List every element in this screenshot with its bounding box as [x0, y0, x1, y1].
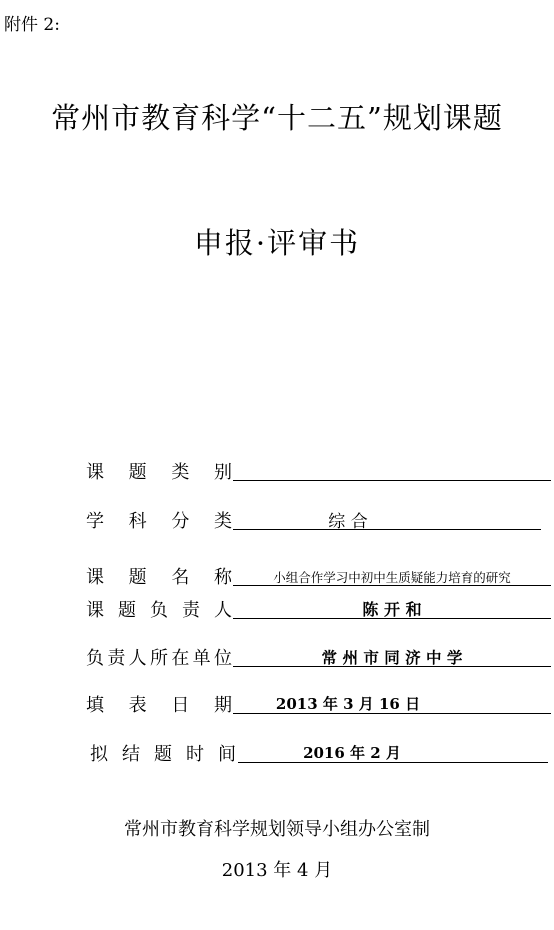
field-fill-date — [0, 691, 554, 721]
field-label: 课 题 负 责 人 — [86, 600, 232, 621]
field-label: 填 表 日 期 — [86, 695, 232, 716]
field-label: 课 题 名 称 — [86, 567, 232, 588]
underline — [238, 762, 548, 763]
field-value: 综 合 — [328, 512, 368, 532]
field-topic-category — [0, 458, 554, 488]
field-value: 2016 年 2 月 — [303, 744, 401, 762]
underline — [233, 529, 541, 530]
field-subject-category — [0, 507, 554, 537]
field-label: 拟 结 题 时 间 — [90, 744, 236, 765]
field-topic-name — [0, 563, 554, 593]
field-label: 学 科 分 类 — [86, 511, 232, 532]
field-value: 常 州 市 同 济 中 学 — [321, 648, 463, 667]
issuing-office: 常州市教育科学规划领导小组办公室制 — [124, 819, 430, 840]
underline — [233, 713, 551, 714]
field-planned-completion — [0, 740, 554, 770]
field-label: 课 题 类 别 — [86, 462, 232, 483]
field-leader-unit — [0, 644, 554, 674]
document-title: 常州市教育科学“十二五”规划课题 — [51, 101, 503, 135]
field-label: 负 责 人 所 在 单 位 — [86, 648, 232, 669]
field-value: 陈 开 和 — [362, 600, 422, 619]
field-value: 小组合作学习中初中生质疑能力培育的研究 — [273, 570, 511, 585]
underline — [233, 480, 551, 481]
issue-date: 2013 年 4 月 — [221, 860, 333, 881]
underline — [233, 666, 551, 667]
document-subtitle: 申报·评审书 — [193, 226, 361, 260]
underline — [233, 618, 551, 619]
attachment-label: 附件 2: — [4, 15, 60, 35]
field-topic-leader — [0, 596, 554, 626]
field-value: 2013 年 3 月 16 日 — [275, 695, 421, 713]
underline — [233, 585, 551, 586]
